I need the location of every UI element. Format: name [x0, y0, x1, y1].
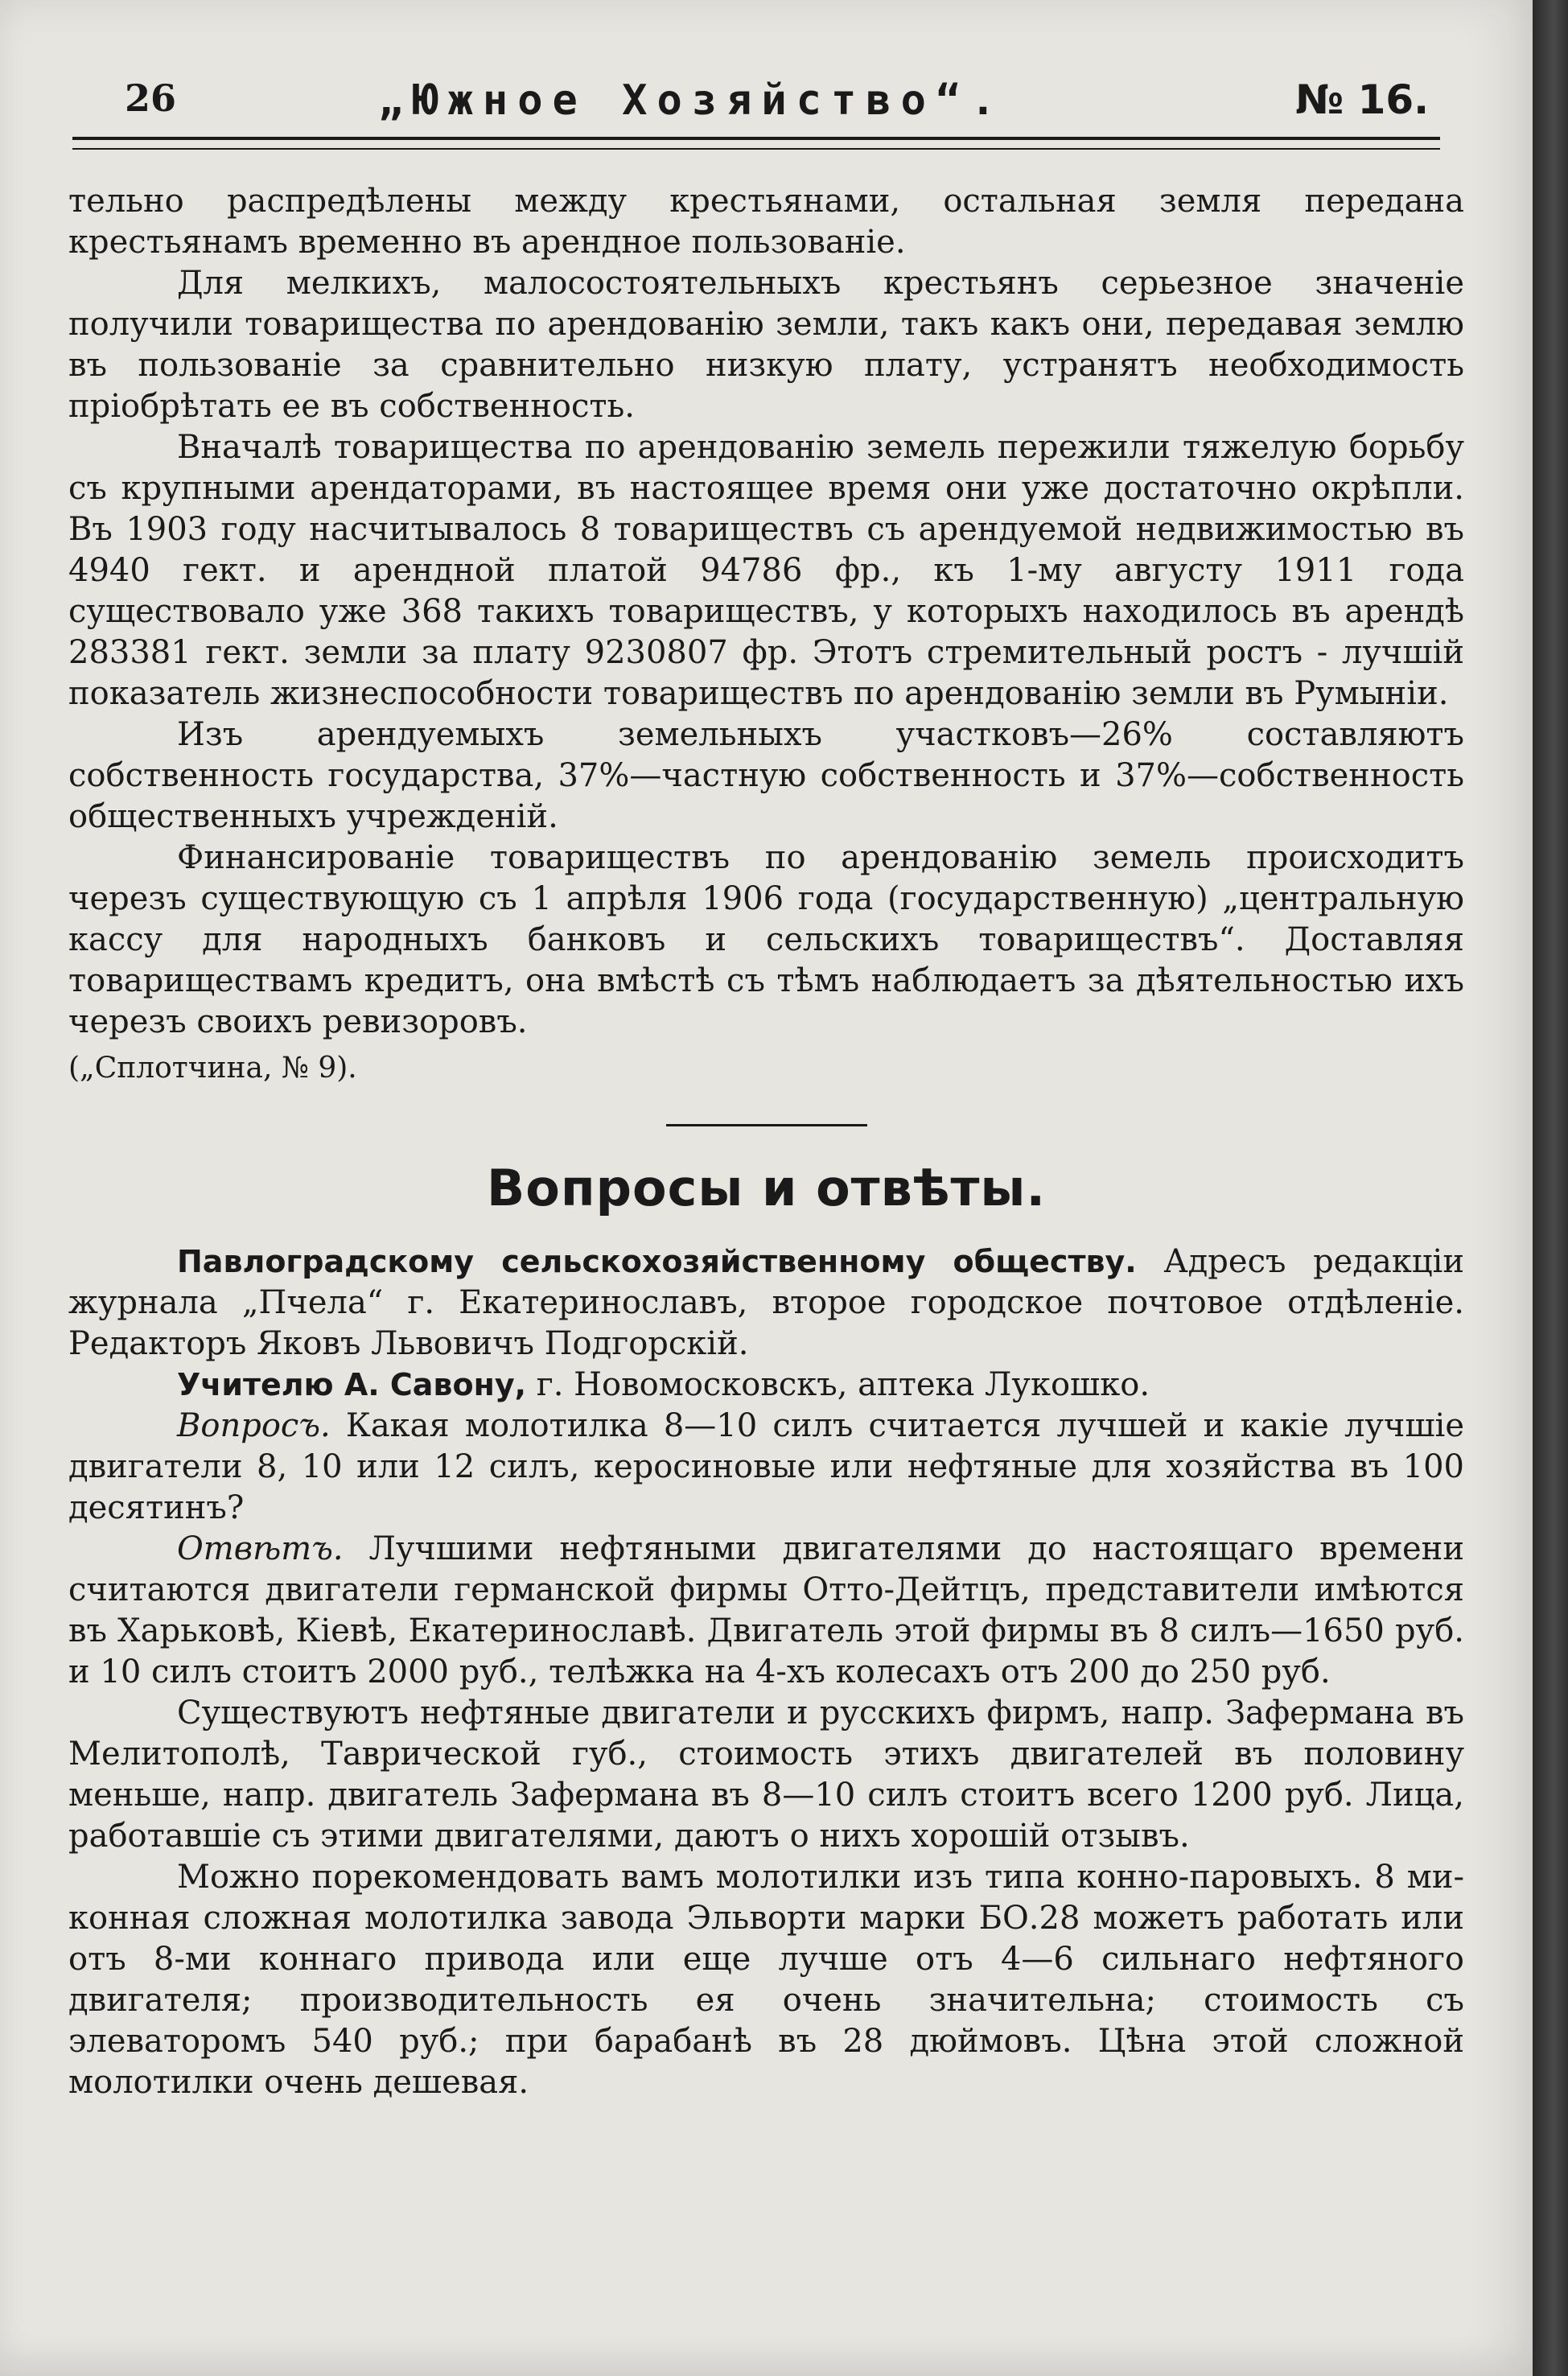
- qa-entry: [68, 1242, 1464, 1365]
- qa-text: г. Новомосковскъ, аптека Лукошко.: [526, 1366, 1150, 1403]
- question-label: Вопросъ.: [177, 1407, 331, 1444]
- qa-lead: Учителю А. Савону,: [177, 1367, 527, 1402]
- qa-text: Существуютъ нефтяные двигатели и русскихъ фирмъ, напр. Зафермана въ Мелитополѣ, Таврической губ., стоимость этихъ двигателей въ половину меньше, напр. двигатель Зафермана въ 8—10 силъ стоитъ всего 1200 руб. Лица, работавшіе съ этими двигателями, даютъ о нихъ хорошій отзывъ.: [68, 1694, 1464, 1855]
- qa-entry: [68, 1857, 1464, 2103]
- article-paragraph: Вначалѣ товарищества по арендованію земель пережили тяжелую борьбу съ крупными арендаторами, въ настоящее время они уже достаточно окрѣпли. Въ 1903 году насчитывалось 8 товариществъ съ арендуемой недвижимостью въ 4940 гект. и арендной платой 94786 фр., къ 1-му августу 1911 года существовало уже 368 такихъ товариществъ, у которыхъ находилось въ арендѣ 283381 гект. земли за плату 9230807 фр. Этотъ стремительный ростъ - лучшій показатель жизнеспособности товариществъ по арендованію земли въ Румыніи.: [68, 429, 1464, 712]
- qa-text: Адресъ редакціи журнала „Пчела“ г. Екатеринославъ, второе городское почтовое отдѣленіе. Редакторъ Яковъ Львовичъ Подгорскій.: [68, 1243, 1464, 1362]
- qa-text: Можно порекомендовать вамъ молотилки изъ типа конно-паровыхъ. 8 ми-конная сложная молотилка завода Эльворти марки БО.28 можетъ работать или отъ 8-ми коннаго привода или еще лучше отъ 4—6 сильнаго нефтяного двигателя; производительность ея очень значительна; стоимость съ элеваторомъ 540 руб.; при барабанѣ въ 28 дюймовъ. Цѣна этой сложной молотилки очень дешевая.: [68, 1859, 1464, 2101]
- qa-lead: Павлоградскому сельскохозяйственному обществу.: [177, 1244, 1137, 1279]
- article-paragraph: Финансированіе товариществъ по арендованію земель происходитъ черезъ существующую съ 1 апрѣля 1906 года (государственную) „центральную кассу для народныхъ банковъ и сельскихъ товариществъ“. Доставляя товариществамъ кредитъ, она вмѣстѣ съ тѣмъ наблюдаетъ за дѣятельностью ихъ черезъ своихъ ревизоровъ.: [68, 839, 1464, 1040]
- binding-edge: [1533, 0, 1568, 2376]
- issue-number: № 16.: [1295, 76, 1430, 123]
- header-rule: [72, 137, 1440, 150]
- article-paragraph: Изъ арендуемыхъ земельныхъ участковъ—26% составляютъ собственность государства, 37%—частную собственность и 37%—собственность общественныхъ учрежденій.: [68, 716, 1464, 835]
- page-number: 26: [125, 76, 177, 120]
- qa-text: Лучшими нефтяными двигателями до настоящаго времени считаются двигатели германской фирмы Отто-Дейтцъ, представители имѣются въ Харьковѣ, Кіевѣ, Екатеринославѣ. Двигатель этой фирмы въ 8 силъ—1650 руб. и 10 силъ стоитъ 2000 руб., телѣжка на 4-хъ колесахъ отъ 200 до 250 руб.: [68, 1530, 1464, 1690]
- article-source: („Сплотчина, № 9).: [68, 1052, 357, 1085]
- qa-entry: [68, 1529, 1464, 1693]
- article-paragraph: тельно распредѣлены между крестьянами, остальная земля передана крестьянамъ временно въ арендное пользованіе.: [68, 183, 1464, 261]
- section-divider: [666, 1124, 867, 1126]
- qa-text: Какая молотилка 8—10 силъ считается лучшей и какіе лучшіе двигатели 8, 10 или 12 силъ, керосиновые или нефтяные для хозяйства въ 100 десятинъ?: [68, 1407, 1464, 1526]
- page-body: [68, 181, 1464, 2103]
- journal-title: „Южное Хозяйство“.: [378, 76, 1006, 125]
- qa-entry: [68, 1693, 1464, 1857]
- qa-entry: [68, 1406, 1464, 1529]
- answer-label: Отвѣтъ.: [177, 1530, 344, 1567]
- section-title: Вопросы и отвѣты.: [486, 1159, 1047, 1217]
- qa-entry: [68, 1365, 1464, 1406]
- article-paragraph: Для мелкихъ, малосостоятельныхъ крестьянъ серьезное значеніе получили товарищества по арендованію земли, такъ какъ они, передавая землю въ пользованіе за сравнительно низкую плату, устранятъ необходимость пріобрѣтать ее въ собственность.: [68, 265, 1464, 425]
